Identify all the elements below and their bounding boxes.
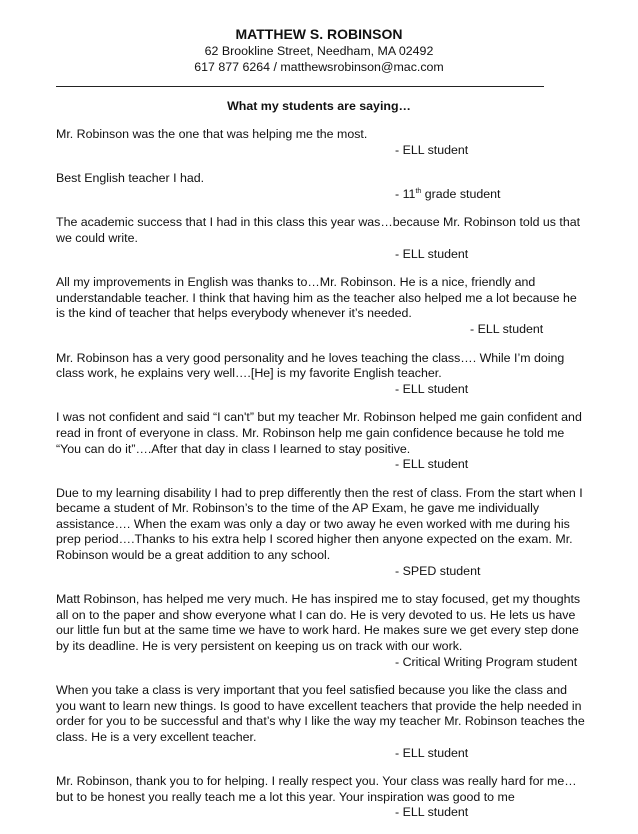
letterhead bbox=[0, 25, 638, 75]
testimonial-attribution: - ELL student bbox=[395, 457, 469, 472]
testimonials-list bbox=[56, 127, 586, 834]
testimonial-text: Mr. Robinson, thank you to for helping. I really respect you. Your class was really hard for me…but to be honest you really teach me a lot this year. Your inspiration was good to me bbox=[56, 774, 577, 804]
testimonial-attribution: - ELL student bbox=[395, 142, 469, 157]
testimonial bbox=[56, 351, 586, 398]
testimonial-attribution: - ELL student bbox=[470, 321, 544, 336]
testimonial bbox=[56, 275, 586, 337]
testimonial bbox=[56, 486, 586, 580]
header-divider bbox=[56, 86, 544, 87]
author-name: MATTHEW S. ROBINSON bbox=[235, 26, 403, 42]
testimonial bbox=[56, 774, 586, 821]
testimonial-text: When you take a class is very important that you feel satisfied because you like the class and you want to learn new things. Is good to have excellent teachers that provide the help needed in order for you to be successful and that’s why I like the way my teacher Mr. Robinson teaches the class. He is a very excellent teacher. bbox=[56, 683, 585, 744]
testimonial-text: I was not confident and said “I can't” but my teacher Mr. Robinson helped me gain confident and read in front of everyone in class. Mr. Robinson help me gain confidence because he told me “You can do it”….After that day in class I learned to stay positive. bbox=[56, 410, 582, 456]
testimonial-attribution: - ELL student bbox=[395, 805, 469, 820]
section-title: What my students are saying… bbox=[227, 99, 411, 113]
testimonial bbox=[56, 592, 586, 670]
ordinal-suffix: th bbox=[415, 187, 422, 195]
testimonial-text: Matt Robinson, has helped me very much. He has inspired me to stay focused, get my thoughts all on to the paper and show everyone what I can do. He is very devoted to us. He lets us have our little fun but at the same time we have to work hard. He makes sure we get every step done by its deadline. He is very persistent on keeping us on track with our work. bbox=[56, 592, 581, 654]
testimonial-attribution: - Critical Writing Program student bbox=[395, 654, 578, 669]
testimonial bbox=[56, 410, 586, 472]
testimonial-text: Mr. Robinson has a very good personality and he loves teaching the class…. While I’m doing class work, he explains very well….[He] is my favorite English teacher. bbox=[56, 350, 565, 381]
testimonial-attribution bbox=[56, 187, 586, 203]
testimonial bbox=[56, 215, 586, 262]
testimonial-attribution: - SPED student bbox=[395, 563, 481, 578]
testimonial-text: All my improvements in English was thanks to…Mr. Robinson. He is a nice, friendly and understandable teacher. I think that having him as the teacher also helped me a lot because he is the kind of teacher that helps everybody whenever it’s needed. bbox=[56, 275, 577, 321]
attribution-suffix: grade student bbox=[421, 186, 501, 201]
author-contact: 617 877 6264 / matthewsrobinson@mac.com bbox=[194, 60, 444, 74]
testimonial-text: Best English teacher I had. bbox=[56, 171, 205, 186]
testimonial bbox=[56, 683, 586, 761]
testimonial bbox=[56, 127, 586, 158]
author-address: 62 Brookline Street, Needham, MA 02492 bbox=[204, 44, 434, 58]
testimonial-text: The academic success that I had in this class this year was…because Mr. Robinson told us that we could write. bbox=[56, 215, 581, 245]
testimonial-attribution: - ELL student bbox=[395, 745, 469, 760]
testimonial-text: Due to my learning disability I had to prep differently then the rest of class. From the start when I became a student of Mr. Robinson’s to the time of the AP Exam, he gave me individually assistance…. When the exam was only a day or two away he even worked with me during his prep period….Thanks to his extra help I scored higher then anyone expected on the exam. Mr. Robinson would be a great addition to any school. bbox=[56, 485, 583, 563]
testimonial-attribution: - ELL student bbox=[395, 381, 469, 396]
testimonial-attribution: - ELL student bbox=[395, 246, 469, 261]
testimonial-text: Mr. Robinson was the one that was helping me the most. bbox=[56, 127, 368, 141]
testimonial bbox=[56, 171, 586, 202]
attribution-prefix: - 11 bbox=[395, 186, 416, 201]
